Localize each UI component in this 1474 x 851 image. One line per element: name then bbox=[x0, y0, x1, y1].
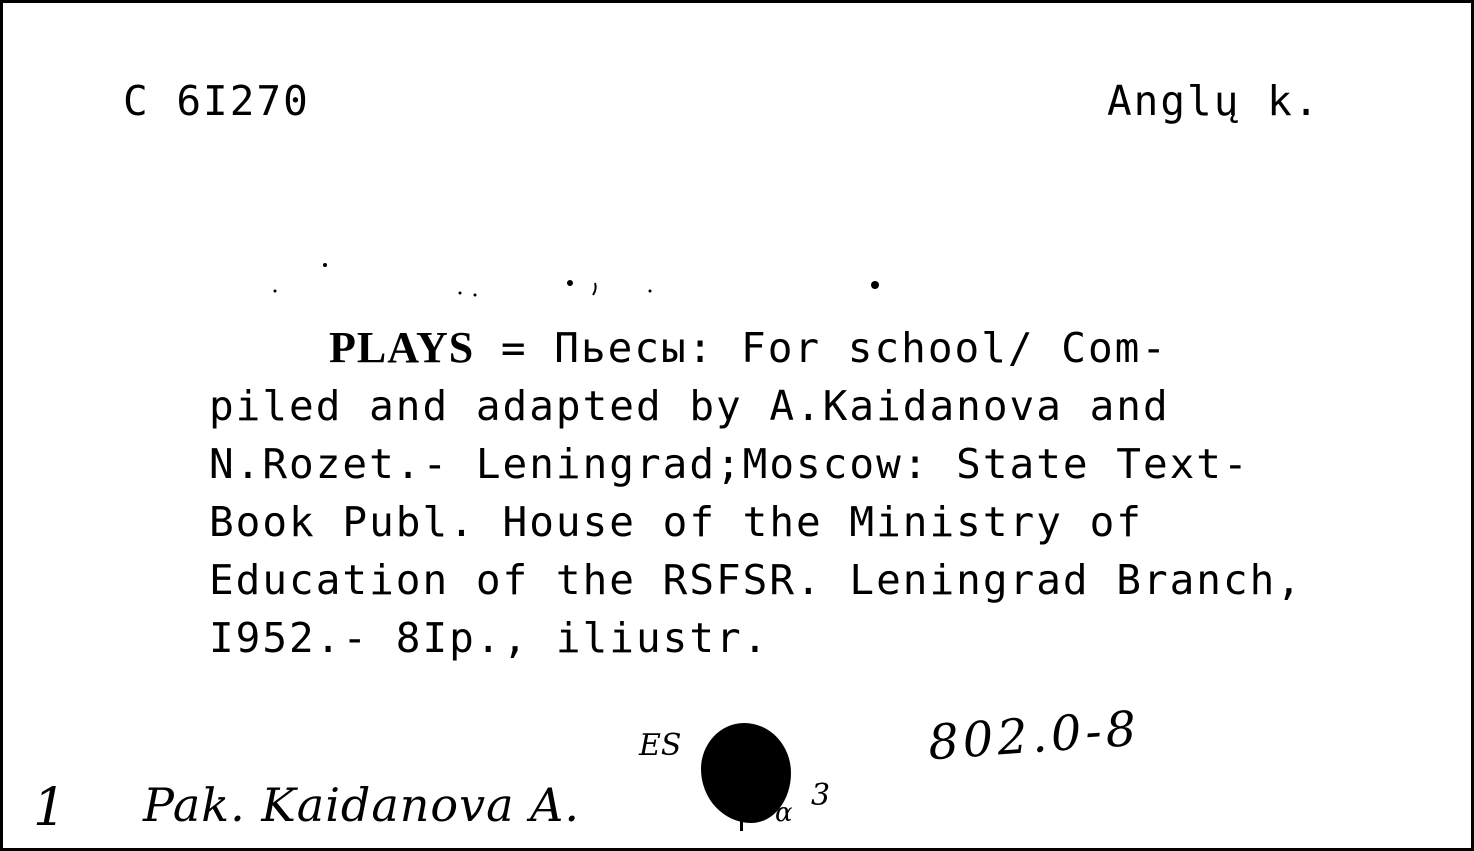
handwritten-heading-note: Pak. Kaidanova A. bbox=[143, 778, 580, 832]
handwritten-alpha-mark: α bbox=[775, 798, 793, 828]
description-line-5: Education of the RSFSR. Leningrad Branch, bbox=[209, 556, 1304, 604]
description-line-2: piled and adapted by A.Kaidanova and bbox=[209, 382, 1170, 430]
handwritten-es-mark: ES bbox=[639, 728, 682, 763]
description-line-1 bbox=[209, 319, 1459, 377]
title-word: PLAYS bbox=[329, 323, 475, 372]
handwritten-classification: 802.0-8 bbox=[926, 700, 1142, 772]
ink-blot-tail bbox=[740, 817, 743, 831]
stray-marks bbox=[265, 253, 905, 303]
bibliographic-description bbox=[209, 319, 1459, 667]
language-note: Anglų k. bbox=[1107, 77, 1321, 125]
description-line-6: I952.- 8Ip., iliustr. bbox=[209, 614, 770, 662]
handwritten-three-mark: 3 bbox=[811, 778, 831, 813]
description-line-4: Book Publ. House of the Ministry of bbox=[209, 498, 1143, 546]
description-line-3: N.Rozet.- Leningrad;Moscow: State Text- bbox=[209, 440, 1250, 488]
handwritten-card-number: 1 bbox=[33, 778, 67, 838]
call-number: C 6I270 bbox=[123, 77, 310, 125]
title-rest: = Пьесы: For school/ Com- bbox=[474, 324, 1169, 372]
